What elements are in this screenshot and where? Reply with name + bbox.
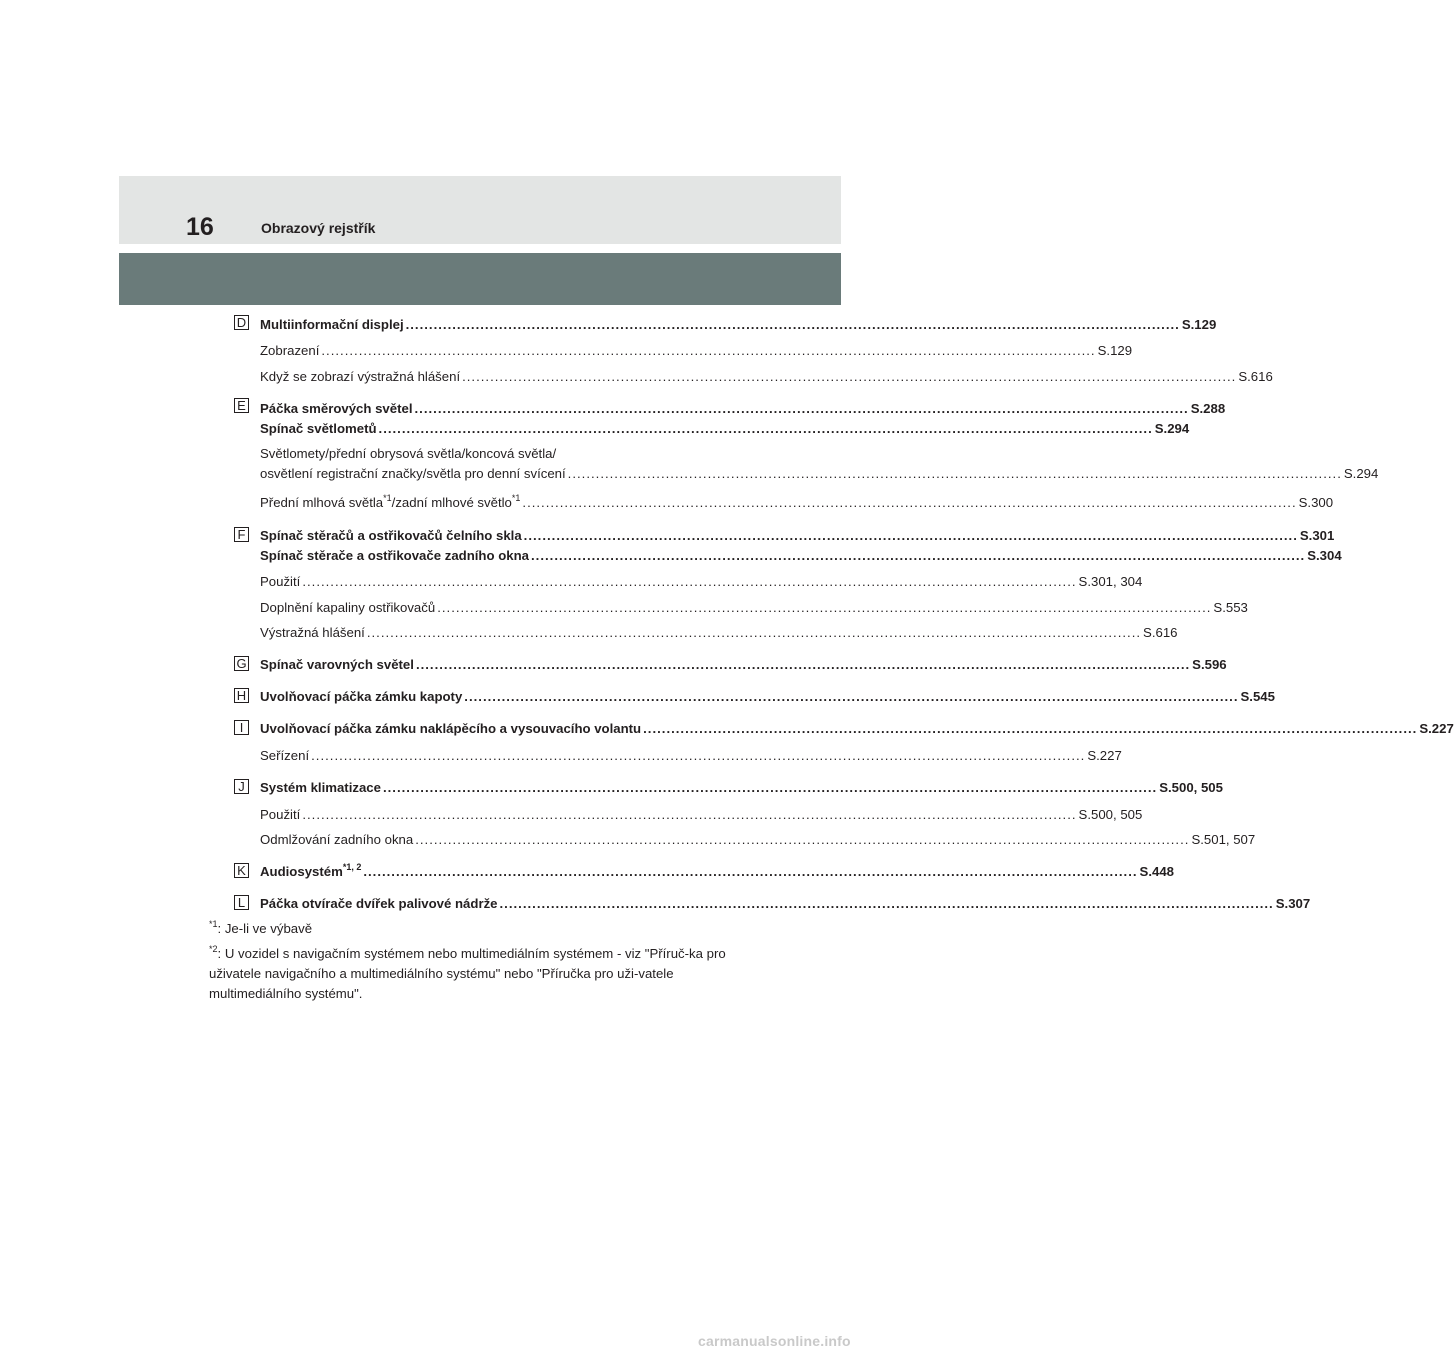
index-subentry[interactable] xyxy=(260,341,1133,361)
index-letter-d: D xyxy=(234,315,249,330)
entry-label: Výstražná hlášení xyxy=(260,625,365,640)
leader-dots: ...................................................................................................................................................................... xyxy=(437,600,1212,615)
page-ref: S.294 xyxy=(1343,466,1379,481)
entry-label: Spínač stěračů a ostřikovačů čelního skla xyxy=(260,528,522,543)
watermark-text: carmanualsonline.info xyxy=(698,1333,851,1349)
entry-label: Seřízení xyxy=(260,748,310,763)
page-ref: S.129 xyxy=(1097,343,1133,358)
leader-dots: ...................................................................................................................................................................... xyxy=(531,548,1306,563)
entry-label: Multiinformační displej xyxy=(260,317,404,332)
index-entry[interactable] xyxy=(260,526,1335,546)
index-entry[interactable] xyxy=(260,546,1342,566)
footnote-text: : Je-li ve výbavě xyxy=(217,921,313,936)
footnote-ref: *1 xyxy=(383,493,392,503)
section-title: Obrazový rejstřík xyxy=(261,220,376,236)
index-entry[interactable] xyxy=(260,655,1227,675)
index-subentry[interactable] xyxy=(260,572,1143,592)
leader-dots: ...................................................................................................................................................................... xyxy=(464,689,1239,704)
page-ref: S.227 xyxy=(1419,721,1454,736)
index-letter-e: E xyxy=(234,398,249,413)
page-number: 16 xyxy=(186,213,214,241)
entry-label: Použití xyxy=(260,574,301,589)
entry-label: Páčka otvírače dvířek palivové nádrže xyxy=(260,896,498,911)
index-entry[interactable] xyxy=(260,687,1275,707)
leader-dots: ...................................................................................................................................................................... xyxy=(415,657,1191,672)
footnote-2 xyxy=(209,944,749,1008)
leader-dots: ...................................................................................................................................................................... xyxy=(405,317,1180,332)
leader-dots: ...................................................................................................................................................................... xyxy=(643,721,1418,736)
index-letter-k: K xyxy=(234,863,249,878)
leader-dots: ...................................................................................................................................................................... xyxy=(414,401,1189,416)
page-ref: S.300 xyxy=(1298,495,1334,510)
index-subentry[interactable] xyxy=(260,598,1248,618)
leader-dots: ...................................................................................................................................................................... xyxy=(522,495,1297,510)
footnote-1 xyxy=(209,919,749,939)
page-ref: S.304 xyxy=(1307,548,1342,563)
page-ref: S.596 xyxy=(1192,657,1227,672)
index-subentry[interactable] xyxy=(260,805,1143,825)
header-image-band xyxy=(119,253,841,305)
index-subentry[interactable] xyxy=(260,830,1256,850)
leader-dots: ...................................................................................................................................................................... xyxy=(321,343,1096,358)
entry-label: Uvolňovací páčka zámku kapoty xyxy=(260,689,463,704)
page-ref: S.288 xyxy=(1190,401,1226,416)
leader-dots: ...................................................................................................................................................................... xyxy=(462,369,1237,384)
index-subentry[interactable] xyxy=(260,367,1273,387)
entry-label: Audiosystém$^{*1, 2}$ xyxy=(260,862,362,879)
index-entry[interactable] xyxy=(260,719,1454,739)
entry-label: Spínač stěrače a ostřikovače zadního okna xyxy=(260,548,529,563)
index-letter-f: F xyxy=(234,527,249,542)
entry-label: Odmlžování zadního okna xyxy=(260,832,414,847)
index-subentry[interactable] xyxy=(260,623,1178,643)
page-ref: S.227 xyxy=(1087,748,1122,763)
entry-label: Uvolňovací páčka zámku naklápěcího a vysouvacího volantu xyxy=(260,721,642,736)
index-letter-g: G xyxy=(234,656,249,671)
entry-label: Spínač světlometů xyxy=(260,421,377,436)
leader-dots: ...................................................................................................................................................................... xyxy=(311,748,1086,763)
leader-dots: ...................................................................................................................................................................... xyxy=(363,864,1138,879)
entry-label: osvětlení registrační značky/světla pro denní svícení xyxy=(260,466,566,481)
page-ref: S.500, 505 xyxy=(1078,807,1143,822)
index-entry[interactable] xyxy=(260,419,1190,439)
index-subentry[interactable] xyxy=(260,746,1122,766)
page-ref: S.553 xyxy=(1213,600,1248,615)
entry-label: Doplnění kapaliny ostřikovačů xyxy=(260,600,436,615)
page-ref: S.500, 505 xyxy=(1159,780,1223,795)
page-ref: S.301, 304 xyxy=(1078,574,1143,589)
index-entry[interactable] xyxy=(260,399,1226,419)
entry-label: Přední mlhová světla$^{*1}$/zadní mlhové světlo$^{*1}$ xyxy=(260,493,521,510)
entry-label: Systém klimatizace xyxy=(260,780,381,795)
page-ref: S.616 xyxy=(1143,625,1178,640)
page-ref: S.307 xyxy=(1275,896,1311,911)
entry-label: Když se zobrazí výstražná hlášení xyxy=(260,369,461,384)
page-ref: S.129 xyxy=(1181,317,1217,332)
index-letter-h: H xyxy=(234,688,249,703)
index-entry[interactable] xyxy=(260,778,1223,798)
leader-dots: ...................................................................................................................................................................... xyxy=(567,466,1342,481)
page-ref: S.448 xyxy=(1139,864,1175,879)
header-band xyxy=(119,176,841,244)
leader-dots: ...................................................................................................................................................................... xyxy=(523,528,1298,543)
index-letter-j: J xyxy=(234,779,249,794)
page-ref: S.616 xyxy=(1238,369,1273,384)
index-entry[interactable] xyxy=(260,862,1175,882)
entry-label: Zobrazení xyxy=(260,343,320,358)
page-ref: S.545 xyxy=(1240,689,1275,704)
index-subentry-line: Světlomety/přední obrysová světla/koncová světla/ xyxy=(260,446,557,461)
entry-label: Páčka směrových světel xyxy=(260,401,413,416)
footnote-ref: *1, 2 xyxy=(342,862,362,872)
leader-dots: ...................................................................................................................................................................... xyxy=(366,625,1142,640)
page-ref: S.294 xyxy=(1154,421,1190,436)
entry-label: Spínač varovných světel xyxy=(260,657,414,672)
leader-dots: ...................................................................................................................................................................... xyxy=(378,421,1153,436)
leader-dots: ...................................................................................................................................................................... xyxy=(302,574,1077,589)
leader-dots: ...................................................................................................................................................................... xyxy=(382,780,1158,795)
leader-dots: ...................................................................................................................................................................... xyxy=(415,832,1190,847)
leader-dots: ...................................................................................................................................................................... xyxy=(302,807,1077,822)
footnote-mark: *1 xyxy=(209,919,218,929)
index-entry[interactable] xyxy=(260,894,1311,914)
index-letter-i: I xyxy=(234,720,249,735)
page-ref: S.301 xyxy=(1299,528,1335,543)
page-ref: S.501, 507 xyxy=(1191,832,1256,847)
index-subentry[interactable] xyxy=(260,464,1379,484)
footnote-mark: *2 xyxy=(209,944,218,954)
entry-label: Použití xyxy=(260,807,301,822)
index-subentry[interactable] xyxy=(260,493,1334,513)
index-entry[interactable] xyxy=(260,315,1217,335)
footnote-ref: *1 xyxy=(511,493,521,503)
index-letter-l: L xyxy=(234,895,249,910)
leader-dots: ...................................................................................................................................................................... xyxy=(499,896,1274,911)
footnote-text: : U vozidel s navigačním systémem nebo multimediálním systémem - viz "Příruč-ka pro uživatele navigačního a multimediálního systému" nebo "Příručka pro uži-vatele multimediálního systému". xyxy=(209,946,726,1001)
